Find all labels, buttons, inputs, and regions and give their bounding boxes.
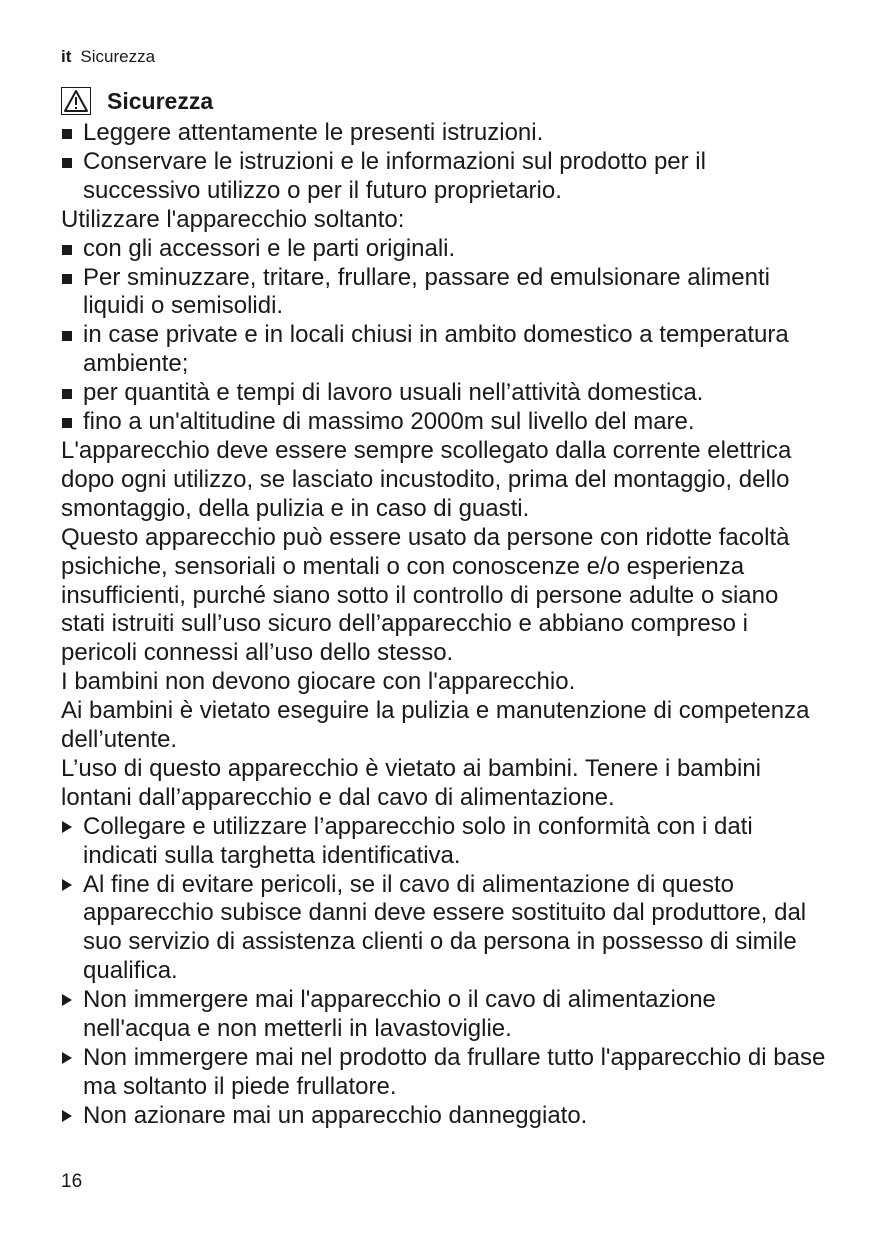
instruction-step-text: Non immergere mai nel prodotto da frullare tutto l'apparecchio di base ma soltanto il piede frullatore. <box>83 1044 826 1100</box>
list-item-text: Per sminuzzare, tritare, frullare, passare ed emulsionare alimenti liquidi o semisolidi. <box>83 263 770 320</box>
instruction-step <box>61 871 826 987</box>
square-bullet-icon <box>62 331 72 341</box>
arrow-right-icon <box>62 821 72 833</box>
paragraph: Questo apparecchio può essere usato da persone con ridotte facoltà psichiche, sensoriali o mentali o con conoscenze e/o esperienza insufficienti, purché siano sotto il controllo di persone adulte o siano stati istruiti sull’uso sicuro dell’apparecchio e abbiano compreso i pericoli connessi all’uso dello stesso. <box>61 523 790 667</box>
square-bullet-icon <box>62 274 72 284</box>
list-item-text: con gli accessori e le parti originali. <box>83 234 456 262</box>
instruction-step-text: Non azionare mai un apparecchio danneggiato. <box>83 1101 588 1129</box>
list-item-text: Leggere attentamente le presenti istruzioni. <box>83 119 544 146</box>
document-body <box>61 86 826 1131</box>
language-code: it <box>61 47 72 66</box>
warning-triangle-icon <box>61 87 91 115</box>
paragraph: L'apparecchio deve essere sempre scollegato dalla corrente elettrica dopo ogni utilizzo, se lasciato incustodito, prima del montaggio, dello smontaggio, della pulizia e in caso di guasti. <box>61 436 792 522</box>
list-item <box>61 119 826 148</box>
instruction-step-text: Collegare e utilizzare l’apparecchio solo in conformità con i dati indicati sulla targhetta identificativa. <box>83 812 753 869</box>
list-item <box>61 408 826 437</box>
list-item <box>61 235 826 264</box>
list-item-text: per quantità e tempi di lavoro usuali nell’attività domestica. <box>83 379 704 407</box>
list-item <box>61 264 826 322</box>
page-number: 16 <box>61 1171 83 1192</box>
list-item <box>61 148 826 206</box>
square-bullet-icon <box>62 158 72 168</box>
paragraph: I bambini non devono giocare con l'apparecchio. <box>61 668 576 696</box>
arrow-right-icon <box>62 1110 72 1122</box>
instruction-step <box>61 986 826 1044</box>
arrow-right-icon <box>62 879 72 891</box>
instruction-step <box>61 1102 826 1131</box>
usage-intro: Utilizzare l'apparecchio soltanto: <box>61 205 405 233</box>
instruction-step-text: Al fine di evitare pericoli, se il cavo di alimentazione di questo apparecchio subisce danni deve essere sostituito dal produttore, dal suo servizio di assistenza clienti o da persona in possesso di simile qualifica. <box>83 870 807 985</box>
list-item-text: fino a un'altitudine di massimo 2000m sul livello del mare. <box>83 408 695 436</box>
list-item <box>61 379 826 408</box>
paragraph: Ai bambini è vietato eseguire la pulizia e manutenzione di competenza dell’utente. <box>61 697 810 754</box>
list-item <box>61 321 826 379</box>
square-bullet-icon <box>62 389 72 399</box>
section-title: Sicurezza <box>107 87 214 114</box>
instruction-step-text: Non immergere mai l'apparecchio o il cavo di alimentazione nell'acqua e non metterli in lavastoviglie. <box>83 986 716 1043</box>
list-item-text: Conservare le istruzioni e le informazioni sul prodotto per il successivo utilizzo o per il futuro proprietario. <box>83 147 706 204</box>
arrow-right-icon <box>62 1052 72 1064</box>
instruction-step <box>61 1044 826 1102</box>
paragraph: L’uso di questo apparecchio è vietato ai bambini. Tenere i bambini lontani dall’apparecchio e dal cavo di alimentazione. <box>61 754 762 811</box>
section-heading <box>61 86 826 116</box>
header-section-title: Sicurezza <box>80 47 156 66</box>
page-header <box>61 46 155 68</box>
square-bullet-icon <box>62 418 72 428</box>
square-bullet-icon <box>62 129 72 139</box>
arrow-right-icon <box>62 994 72 1006</box>
list-item-text: in case private e in locali chiusi in ambito domestico a temperatura ambiente; <box>83 321 789 378</box>
square-bullet-icon <box>62 245 72 255</box>
instruction-step <box>61 813 826 871</box>
